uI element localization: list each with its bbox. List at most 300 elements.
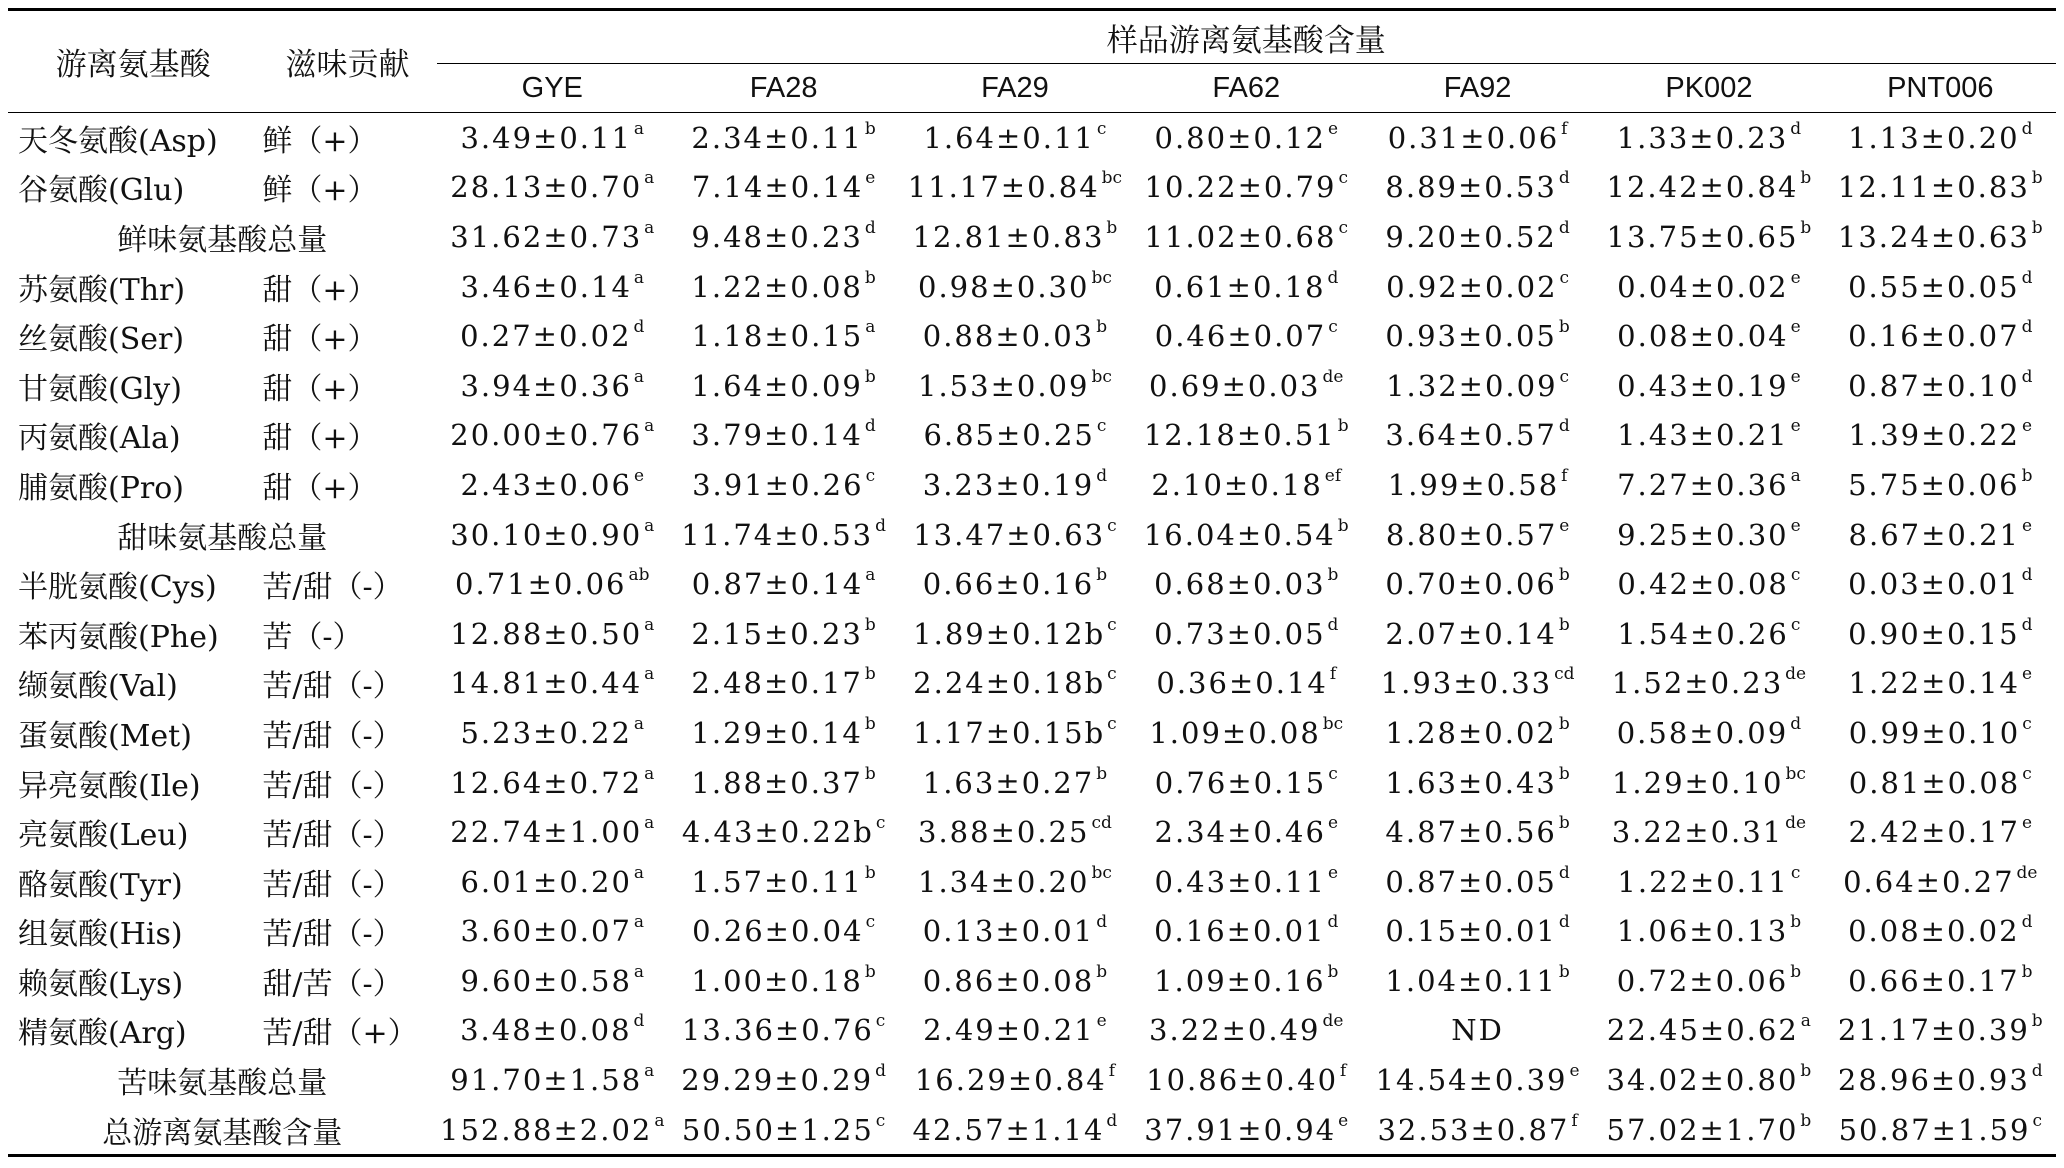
value-text: 3.49±0.11 — [460, 120, 632, 155]
significance-letter: e — [1569, 1061, 1580, 1082]
taste-contribution: 甜（+） — [262, 322, 378, 358]
value-text: 34.02±0.80 — [1606, 1063, 1799, 1098]
value-cell — [668, 1055, 899, 1105]
value-cell — [1362, 163, 1593, 213]
value-text: 30.10±0.90 — [450, 517, 643, 552]
value-cell — [668, 956, 899, 1006]
significance-letter: bc — [1091, 366, 1112, 387]
significance-letter: d — [2021, 614, 2033, 635]
value-text: 1.17±0.15b — [913, 715, 1106, 750]
value-cell — [668, 907, 899, 957]
value-text: 12.64±0.72 — [450, 765, 643, 800]
value-cell — [1131, 311, 1362, 361]
value-text: 11.17±0.84 — [907, 170, 1100, 205]
significance-letter: b — [2031, 217, 2043, 238]
taste-contribution: 鲜（+） — [262, 173, 378, 209]
significance-letter: c — [1790, 614, 1801, 635]
value-cell — [1362, 311, 1593, 361]
significance-letter: e — [2021, 813, 2033, 834]
table-row — [8, 311, 2056, 361]
value-text: 8.67±0.21 — [1848, 517, 2020, 552]
significance-letter: e — [1790, 267, 1801, 288]
significance-letter: a — [644, 416, 655, 437]
significance-letter: e — [2021, 416, 2033, 437]
significance-letter: a — [644, 813, 655, 834]
significance-letter: b — [864, 763, 876, 784]
value-text: 1.22±0.08 — [691, 269, 863, 304]
significance-letter: a — [654, 1110, 665, 1131]
significance-letter: de — [2016, 862, 2038, 883]
value-cell — [1593, 460, 1824, 510]
amino-acid-table-container — [8, 8, 2056, 1157]
value-text: 6.01±0.20 — [460, 864, 632, 899]
significance-letter: b — [1800, 1110, 1812, 1131]
value-cell — [899, 956, 1130, 1006]
significance-letter: f — [1108, 1061, 1116, 1082]
value-text: 1.89±0.12b — [913, 616, 1106, 651]
value-text: 1.29±0.10 — [1611, 765, 1784, 800]
significance-letter: b — [1800, 217, 1812, 238]
header-taste-contribution: 滋味贡献 — [258, 10, 436, 113]
taste-contribution: 鲜（+） — [262, 123, 378, 159]
significance-letter: b — [1558, 614, 1570, 635]
amino-acid-table — [8, 8, 2056, 1157]
table-row — [8, 807, 2056, 857]
significance-letter: c — [1107, 614, 1117, 635]
value-text: 12.42±0.84 — [1606, 170, 1799, 205]
taste-contribution: 苦/甜（-） — [262, 768, 403, 804]
value-text: 1.32±0.09 — [1386, 368, 1558, 403]
significance-letter: d — [2021, 118, 2033, 139]
significance-letter: e — [1559, 515, 1570, 536]
value-cell — [1825, 1055, 2056, 1105]
value-cell — [437, 1006, 668, 1056]
value-cell — [437, 1055, 668, 1105]
significance-letter: c — [1107, 664, 1117, 685]
value-text: 0.66±0.16 — [922, 567, 1095, 602]
significance-letter: e — [1790, 416, 1801, 437]
value-text: 13.47±0.63 — [913, 517, 1106, 552]
taste-contribution: 苦/甜（-） — [262, 818, 403, 854]
value-text: 0.46±0.07 — [1154, 319, 1327, 354]
significance-letter: c — [1790, 565, 1801, 586]
value-cell — [1362, 262, 1593, 312]
value-text: 2.24±0.18b — [913, 666, 1106, 701]
significance-letter: b — [1096, 961, 1108, 982]
value-text: 57.02±1.70 — [1606, 1112, 1799, 1147]
value-text: 1.53±0.09 — [918, 368, 1090, 403]
value-text: 0.99±0.10 — [1848, 715, 2021, 750]
value-text: 0.68±0.03 — [1154, 567, 1326, 602]
value-text: 5.75±0.06 — [1848, 467, 2020, 502]
value-text: 8.89±0.53 — [1385, 170, 1557, 205]
value-cell — [437, 113, 668, 163]
value-text: 0.73±0.05 — [1154, 616, 1326, 651]
amino-acid-name: 精氨酸(Arg) — [18, 1016, 187, 1052]
significance-letter: b — [864, 664, 876, 685]
significance-letter: b — [864, 366, 876, 387]
value-text: 37.91±0.94 — [1144, 1112, 1337, 1147]
table-row — [8, 262, 2056, 312]
significance-letter: e — [633, 465, 645, 486]
significance-letter: d — [1106, 1110, 1118, 1131]
table-row — [8, 113, 2056, 163]
value-cell — [437, 956, 668, 1006]
value-cell — [668, 510, 899, 560]
significance-letter: a — [865, 317, 876, 338]
value-cell — [668, 659, 899, 709]
taste-contribution: 苦/甜（-） — [262, 669, 403, 705]
value-text: 3.22±0.49 — [1149, 1013, 1321, 1048]
value-text: 0.08±0.02 — [1848, 914, 2020, 949]
significance-letter: cd — [1554, 664, 1575, 685]
value-cell — [899, 559, 1130, 609]
value-text: 1.13±0.20 — [1848, 120, 2020, 155]
value-cell — [899, 262, 1130, 312]
value-cell — [1593, 1055, 1824, 1105]
value-cell — [1131, 262, 1362, 312]
value-text: 0.88±0.03 — [922, 319, 1095, 354]
value-text: 0.16±0.07 — [1848, 319, 2020, 354]
significance-letter: c — [1338, 217, 1348, 238]
significance-letter: b — [1096, 763, 1108, 784]
amino-acid-name: 脯氨酸(Pro) — [18, 470, 184, 506]
value-text: 0.13±0.01 — [922, 914, 1095, 949]
value-cell — [1131, 411, 1362, 461]
value-cell — [899, 907, 1130, 957]
value-cell — [1825, 361, 2056, 411]
value-cell — [899, 807, 1130, 857]
value-text: 3.91±0.26 — [692, 467, 864, 502]
significance-letter: c — [875, 1011, 886, 1032]
significance-letter: e — [2021, 664, 2033, 685]
table-row — [8, 758, 2056, 808]
value-cell — [1131, 708, 1362, 758]
significance-letter: bc — [1101, 168, 1123, 189]
value-cell — [1131, 659, 1362, 709]
value-text: 11.02±0.68 — [1144, 219, 1337, 254]
significance-letter: c — [2022, 713, 2032, 734]
value-cell — [1593, 758, 1824, 808]
value-text: 0.31±0.06 — [1387, 120, 1560, 155]
significance-letter: a — [644, 763, 655, 784]
significance-letter: b — [1558, 713, 1570, 734]
significance-letter: ef — [1324, 465, 1342, 486]
value-cell — [668, 1105, 899, 1156]
value-text: 3.23±0.19 — [922, 467, 1095, 502]
value-text: 4.43±0.22b — [681, 815, 874, 850]
value-cell — [1825, 460, 2056, 510]
significance-letter: e — [1327, 862, 1339, 883]
value-text: 4.87±0.56 — [1385, 815, 1557, 850]
value-cell — [437, 411, 668, 461]
significance-letter: bc — [1785, 763, 1806, 784]
value-text: 1.93±0.33 — [1380, 666, 1553, 701]
value-text: 50.87±1.59 — [1838, 1112, 2031, 1147]
significance-letter: bc — [1091, 267, 1112, 288]
value-cell — [1825, 559, 2056, 609]
value-text: 2.34±0.11 — [691, 120, 863, 155]
value-cell — [1825, 609, 2056, 659]
significance-letter: b — [1096, 317, 1108, 338]
value-cell — [668, 708, 899, 758]
significance-letter: a — [644, 1061, 655, 1082]
significance-letter: b — [864, 862, 876, 883]
significance-letter: a — [1790, 465, 1801, 486]
value-cell — [1362, 758, 1593, 808]
value-text: 1.34±0.20 — [918, 864, 1090, 899]
taste-contribution: 甜（+） — [262, 272, 378, 308]
value-cell — [899, 460, 1130, 510]
significance-letter: a — [633, 366, 645, 387]
value-text: 9.25±0.30 — [1617, 517, 1789, 552]
value-text: 1.33±0.23 — [1616, 120, 1789, 155]
total-label: 甜味氨基酸总量 — [117, 520, 328, 556]
value-text: 2.34±0.46 — [1154, 815, 1326, 850]
value-cell — [1593, 212, 1824, 262]
value-cell — [668, 807, 899, 857]
table-row — [8, 708, 2056, 758]
value-cell — [1131, 113, 1362, 163]
value-cell — [1825, 1006, 2056, 1056]
value-text: ND — [1451, 1013, 1504, 1048]
significance-letter: d — [1558, 862, 1570, 883]
value-text: 1.43±0.21 — [1617, 418, 1789, 453]
value-text: 0.08±0.04 — [1617, 319, 1789, 354]
significance-letter: b — [1337, 416, 1349, 437]
value-cell — [668, 609, 899, 659]
value-text: 28.96±0.93 — [1837, 1063, 2030, 1098]
value-cell — [668, 559, 899, 609]
value-cell — [668, 411, 899, 461]
taste-contribution: 甜（+） — [262, 371, 378, 407]
value-cell — [1131, 857, 1362, 907]
header-sample: FA29 — [899, 64, 1130, 113]
header-row-1 — [8, 10, 2056, 64]
significance-letter: c — [2022, 763, 2032, 784]
value-cell — [1593, 956, 1824, 1006]
value-cell — [437, 361, 668, 411]
significance-letter: b — [1558, 565, 1570, 586]
value-text: 2.43±0.06 — [460, 467, 632, 502]
significance-letter: d — [875, 1061, 886, 1082]
value-cell — [899, 659, 1130, 709]
value-cell — [1825, 758, 2056, 808]
value-cell — [668, 758, 899, 808]
value-text: 2.15±0.23 — [691, 616, 863, 651]
value-cell — [1593, 1006, 1824, 1056]
taste-contribution: 甜（+） — [262, 470, 378, 506]
value-cell — [1593, 559, 1824, 609]
header-sample: GYE — [437, 64, 668, 113]
value-text: 0.86±0.08 — [922, 963, 1095, 998]
value-text: 12.18±0.51 — [1143, 418, 1336, 453]
table-row — [8, 411, 2056, 461]
value-cell — [1825, 807, 2056, 857]
value-cell — [1593, 857, 1824, 907]
value-text: 0.03±0.01 — [1848, 567, 2020, 602]
table-row — [8, 460, 2056, 510]
value-cell — [437, 659, 668, 709]
value-text: 3.22±0.31 — [1611, 815, 1784, 850]
significance-letter: d — [1096, 912, 1108, 933]
value-text: 1.22±0.14 — [1848, 666, 2020, 701]
value-cell — [1131, 510, 1362, 560]
value-text: 12.81±0.83 — [912, 219, 1105, 254]
amino-acid-name: 丙氨酸(Ala) — [18, 421, 181, 457]
value-text: 0.26±0.04 — [692, 914, 864, 949]
value-cell — [899, 857, 1130, 907]
amino-acid-name: 缬氨酸(Val) — [18, 669, 178, 705]
value-text: 0.69±0.03 — [1149, 368, 1321, 403]
value-cell — [1593, 907, 1824, 957]
value-text: 3.79±0.14 — [691, 418, 863, 453]
value-text: 1.09±0.08 — [1149, 715, 1321, 750]
value-text: 7.27±0.36 — [1617, 467, 1789, 502]
value-cell — [1131, 807, 1362, 857]
significance-letter: b — [1790, 912, 1802, 933]
amino-acid-name: 组氨酸(His) — [18, 917, 183, 953]
significance-letter: f — [1561, 465, 1568, 486]
value-cell — [899, 361, 1130, 411]
significance-letter: c — [1338, 168, 1348, 189]
value-cell — [899, 758, 1130, 808]
significance-letter: e — [2021, 515, 2033, 536]
taste-contribution: 苦/甜（-） — [262, 867, 403, 903]
significance-letter: bc — [1091, 862, 1112, 883]
value-cell — [437, 609, 668, 659]
value-cell — [1362, 460, 1593, 510]
significance-letter: a — [644, 168, 655, 189]
significance-letter: e — [1327, 118, 1339, 139]
value-cell — [899, 708, 1130, 758]
significance-letter: de — [1785, 664, 1807, 685]
significance-letter: c — [1107, 713, 1117, 734]
value-cell — [1825, 907, 2056, 957]
significance-letter: d — [875, 515, 886, 536]
value-text: 0.42±0.08 — [1617, 567, 1789, 602]
value-cell — [1593, 361, 1824, 411]
significance-letter: b — [864, 713, 876, 734]
amino-acid-name: 赖氨酸(Lys) — [18, 966, 184, 1002]
significance-letter: b — [2021, 465, 2033, 486]
value-cell — [437, 708, 668, 758]
value-cell — [1131, 1055, 1362, 1105]
significance-letter: f — [1561, 118, 1568, 139]
value-cell — [1825, 163, 2056, 213]
value-cell — [1593, 807, 1824, 857]
value-text: 9.20±0.52 — [1385, 219, 1557, 254]
significance-letter: d — [2031, 1061, 2043, 1082]
table-total-row — [8, 1055, 2056, 1105]
value-text: 0.70±0.06 — [1385, 567, 1557, 602]
value-cell — [1593, 708, 1824, 758]
table-row — [8, 956, 2056, 1006]
value-cell — [668, 361, 899, 411]
value-text: 13.75±0.65 — [1606, 219, 1799, 254]
value-cell — [1362, 361, 1593, 411]
header-sample: FA92 — [1362, 64, 1593, 113]
taste-contribution: 甜（+） — [262, 421, 378, 457]
value-cell — [1131, 460, 1362, 510]
value-cell — [668, 857, 899, 907]
value-text: 3.60±0.07 — [460, 914, 632, 949]
value-cell — [668, 460, 899, 510]
value-text: 0.36±0.14 — [1156, 666, 1328, 701]
value-cell — [1825, 212, 2056, 262]
value-cell — [1362, 559, 1593, 609]
significance-letter: b — [1800, 1061, 1812, 1082]
significance-letter: c — [1096, 118, 1107, 139]
value-cell — [1362, 907, 1593, 957]
value-cell — [1362, 212, 1593, 262]
value-text: 14.81±0.44 — [450, 666, 643, 701]
value-cell — [1131, 1105, 1362, 1156]
significance-letter: b — [2031, 168, 2043, 189]
significance-letter: e — [1790, 366, 1801, 387]
significance-letter: b — [1790, 961, 1802, 982]
value-text: 32.53±0.87 — [1377, 1112, 1570, 1147]
value-text: 13.36±0.76 — [681, 1013, 874, 1048]
value-cell — [899, 212, 1130, 262]
value-cell — [1593, 1105, 1824, 1156]
value-cell — [437, 1105, 668, 1156]
value-cell — [437, 460, 668, 510]
significance-letter: de — [1322, 366, 1344, 387]
value-cell — [1362, 510, 1593, 560]
header-sample: FA62 — [1131, 64, 1362, 113]
significance-letter: c — [1559, 267, 1570, 288]
significance-letter: d — [864, 416, 876, 437]
value-text: 0.04±0.02 — [1617, 269, 1789, 304]
amino-acid-name: 天冬氨酸(Asp) — [18, 123, 218, 159]
value-text: 1.64±0.11 — [923, 120, 1095, 155]
value-text: 1.09±0.16 — [1154, 963, 1326, 998]
significance-letter: a — [644, 614, 655, 635]
value-text: 152.88±2.02 — [440, 1112, 653, 1147]
value-text: 0.66±0.17 — [1848, 963, 2020, 998]
amino-acid-name: 酪氨酸(Tyr) — [18, 867, 183, 903]
value-cell — [1131, 212, 1362, 262]
value-text: 50.50±1.25 — [681, 1112, 874, 1147]
value-text: 0.55±0.05 — [1848, 269, 2020, 304]
value-text: 9.60±0.58 — [460, 963, 632, 998]
value-cell — [437, 907, 668, 957]
value-cell — [899, 1055, 1130, 1105]
taste-contribution: 苦/甜（-） — [262, 917, 403, 953]
table-row — [8, 1006, 2056, 1056]
value-cell — [1131, 609, 1362, 659]
value-cell — [1362, 807, 1593, 857]
table-total-row — [8, 1105, 2056, 1156]
total-label: 鲜味氨基酸总量 — [117, 222, 328, 258]
header-sample-group: 样品游离氨基酸含量 — [437, 10, 2056, 64]
amino-acid-name: 苏氨酸(Thr) — [18, 272, 186, 308]
significance-letter: a — [644, 515, 655, 536]
value-cell — [668, 113, 899, 163]
table-row — [8, 907, 2056, 957]
value-cell — [1593, 311, 1824, 361]
value-text: 1.63±0.43 — [1385, 765, 1557, 800]
value-text: 0.72±0.06 — [1616, 963, 1789, 998]
amino-acid-name: 谷氨酸(Glu) — [18, 173, 185, 209]
significance-letter: d — [1790, 118, 1802, 139]
value-cell — [437, 559, 668, 609]
value-text: 1.63±0.27 — [922, 765, 1095, 800]
value-text: 2.48±0.17 — [691, 666, 863, 701]
value-cell — [1593, 113, 1824, 163]
value-text: 7.14±0.14 — [691, 170, 864, 205]
